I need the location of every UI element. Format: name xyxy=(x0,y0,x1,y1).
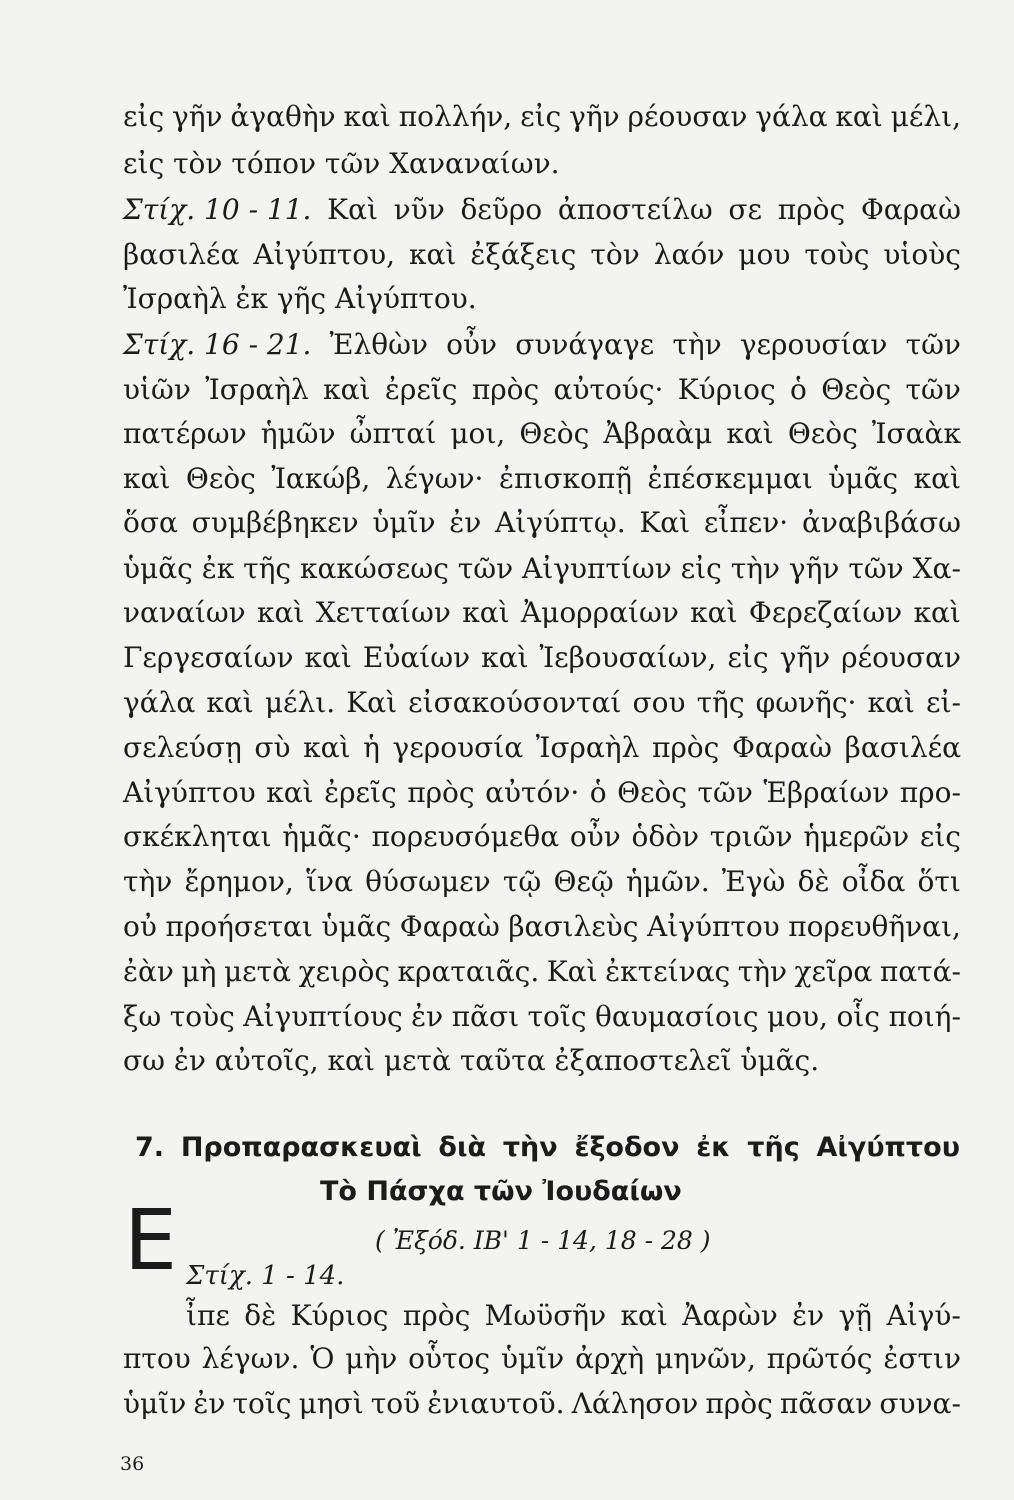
text-line-13: Γεργεσαίων καὶ Εὐαίων καὶ Ἰεβουσαίων, εἰς γῆν ρέουσαν xyxy=(123,641,961,674)
scripture-reference: ( Ἐξόδ. ΙΒ' 1 - 14, 18 - 28 ) xyxy=(375,1226,711,1255)
text-line-10: ὅσα συμβέβηκεν ὑμῖν ἐν Αἰγύπτῳ. Καὶ εἶπεν· ἀναβιβάσω xyxy=(123,506,961,539)
drop-cap-letter: Ε xyxy=(124,1191,178,1289)
text-line-3: Στίχ. 10 - 11. Καὶ νῦν δεῦρο ἀποστείλω σε πρὸς Φαραὼ xyxy=(123,193,961,226)
text-line-2: εἰς τὸν τόπον τῶν Χαναναίων. xyxy=(123,147,560,180)
verse-label: Στίχ. 1 - 14. xyxy=(186,1261,345,1291)
verse-label: Στίχ. 10 - 11. xyxy=(123,193,312,226)
verse-label: Στίχ. 16 - 21. xyxy=(123,328,312,361)
text-line-17: σκέκληται ἡμᾶς· πορευσόμεθα οὖν ὁδὸν τριῶν ἡμερῶν εἰς xyxy=(123,820,961,853)
section-heading-title: 7. Προπαρασκευαὶ διὰ τὴν ἔξοδον ἐκ τῆς Αἰγύπτου xyxy=(135,1132,960,1163)
text-line-12: ναναίων καὶ Χετταίων καὶ Ἀμορραίων καὶ Φερεζαίων καὶ xyxy=(123,596,961,629)
text-line-8: πατέρων ἡμῶν ὦπταί μοι, Θεὸς Ἀβραὰμ καὶ Θεὸς Ἰσαὰκ xyxy=(123,417,961,450)
text-line-18: τὴν ἔρημον, ἵνα θύσωμεν τῷ Θεῷ ἡμῶν. Ἐγὼ δὲ οἶδα ὅτι xyxy=(123,865,961,898)
text-line-22: σω ἐν αὐτοῖς, καὶ μετὰ ταῦτα ἐξαποστελεῖ ὑμᾶς. xyxy=(123,1044,820,1077)
text-line-11: ὑμᾶς ἐκ τῆς κακώσεως τῶν Αἰγυπτίων εἰς τὴν γῆν τῶν Χα- xyxy=(123,552,961,585)
text-line-6: Στίχ. 16 - 21. Ἐλθὼν οὖν συνάγαγε τὴν γερουσίαν τῶν xyxy=(123,328,961,361)
text-line-after-2: πτου λέγων. Ὁ μὴν οὗτος ὑμῖν ἀρχὴ μηνῶν, πρῶτός ἐστιν xyxy=(123,1342,961,1375)
text-line-after-1: ἶπε δὲ Κύριος πρὸς Μωϋσῆν καὶ Ἀαρὼν ἐν γῇ Αἰγύ- xyxy=(186,1299,961,1332)
text-line-15: σελεύσῃ σὺ καὶ ἡ γερουσία Ἰσραὴλ πρὸς Φαραὼ βασιλέα xyxy=(123,731,961,764)
text-line-7: υἱῶν Ἰσραὴλ καὶ ἐρεῖς πρὸς αὐτούς· Κύριος ὁ Θεὸς τῶν xyxy=(123,373,961,406)
text-line-20: ἐὰν μὴ μετὰ χειρὸς κραταιᾶς. Καὶ ἐκτείνας τὴν χεῖρα πατά- xyxy=(123,955,961,988)
text-line-after-3: ὑμῖν ἐν τοῖς μησὶ τοῦ ἐνιαυτοῦ. Λάλησον πρὸς πᾶσαν συνα- xyxy=(123,1387,961,1420)
text-line-14: γάλα καὶ μέλι. Καὶ εἰσακούσονταί σου τῆς φωνῆς· καὶ εἰ- xyxy=(123,686,961,719)
text-line-9: καὶ Θεὸς Ἰακώβ, λέγων· ἐπισκοπῇ ἐπέσκεμμαι ὑμᾶς καὶ xyxy=(123,462,961,495)
page-number: 36 xyxy=(120,1453,145,1475)
text-line-21: ξω τοὺς Αἰγυπτίους ἐν πᾶσι τοῖς θαυμασίοις μου, οἷς ποιή- xyxy=(123,1000,961,1033)
text-line-4: βασιλέα Αἰγύπτου, καὶ ἐξάξεις τὸν λαόν μου τοὺς υἱοὺς xyxy=(123,238,961,271)
section-heading-subtitle: Τὸ Πάσχα τῶν Ἰουδαίων xyxy=(320,1176,682,1207)
text-line-5: Ἰσραὴλ ἐκ γῆς Αἰγύπτου. xyxy=(123,282,477,315)
text-line-1: εἰς γῆν ἀγαθὴν καὶ πολλήν, εἰς γῆν ρέουσαν γάλα καὶ μέλι, xyxy=(123,100,961,133)
text-line-19: οὐ προήσεται ὑμᾶς Φαραὼ βασιλεὺς Αἰγύπτου πορευθῆναι, xyxy=(123,910,961,943)
text-line-16: Αἰγύπτου καὶ ἐρεῖς πρὸς αὐτόν· ὁ Θεὸς τῶν Ἑβραίων προ- xyxy=(123,776,961,809)
